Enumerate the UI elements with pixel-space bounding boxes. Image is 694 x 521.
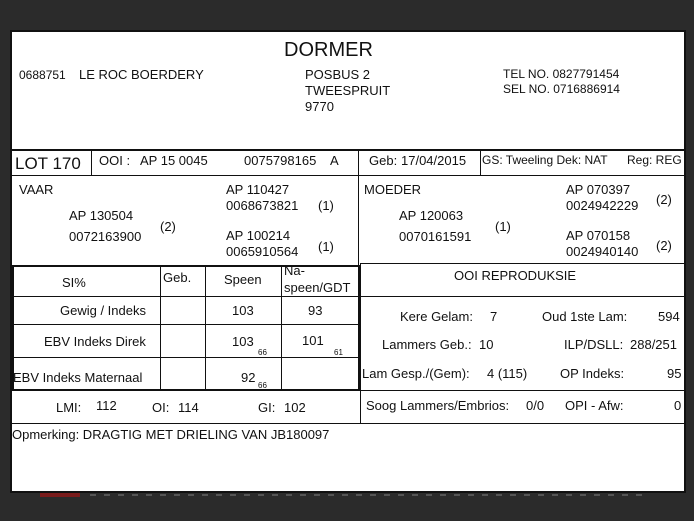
naspeen-value: 93 [308,303,323,318]
kere-gelam-label: Kere Gelam: [400,309,473,324]
dam-dam-id: AP 070158 [566,228,631,243]
oi-value: 114 [178,400,199,415]
divider [360,296,684,297]
sire-dam-grade: (1) [318,239,334,254]
oi-label: OI: [152,400,170,415]
dam-number: 0070161591 [399,229,472,244]
naspeen-header-1: Na- [284,263,305,278]
dam-sire-id: AP 070397 [566,182,631,197]
divider [480,151,481,175]
row-label: EBV Indeks Maternaal [13,370,143,385]
naspeen-value: 101 [302,333,324,348]
lot-card [10,30,686,493]
sire-grade: (2) [160,219,176,234]
speen-value: 103 [232,303,254,318]
divider [12,357,360,358]
ooi-grade: A [330,153,339,168]
red-mark [40,493,80,497]
dotted-strip [90,494,650,496]
row-label: Gewig / Indeks [60,303,146,318]
divider [281,265,282,389]
lmi-value: 112 [96,398,117,413]
speen-subscript: 66 [258,348,267,357]
dam-id: AP 120063 [399,208,464,223]
lam-gesp-label: Lam Gesp./(Gem): [362,366,470,381]
ooi-label: OOI : [99,153,131,168]
gi-value: 102 [284,400,306,415]
geb-date: 17/04/2015 [401,153,467,168]
geb-label: Geb: [369,153,398,168]
divider [12,324,360,325]
soog-label: Soog Lammers/Embrios: [366,398,510,413]
speen-value: 92 [241,370,256,385]
gs-info: GS: Tweeling Dek: NAT [482,153,608,167]
tel-number: TEL NO. 0827791454 [503,67,620,81]
lam-gesp-value: 4 (115) [487,366,528,381]
sire-dam-id: AP 100214 [226,228,291,243]
naspeen-header-2: speen/GDT [284,280,351,295]
sire-number: 0072163900 [69,229,142,244]
farm-name: LE ROC BOERDERY [79,67,204,82]
opi-label: OPI - Afw: [565,398,624,413]
geb-header: Geb. [163,270,192,285]
divider [12,389,360,391]
divider [160,265,161,389]
lammers-geb-label: Lammers Geb.: [382,337,472,352]
dam-dam-grade: (2) [656,238,672,253]
oud-label: Oud 1ste Lam: [542,309,628,324]
address-line-3: 9770 [305,99,334,114]
remarks: Opmerking: DRAGTIG MET DRIELING VAN JB180097 [12,427,330,442]
divider [360,263,684,264]
op-value: 95 [667,366,682,381]
speen-value: 103 [232,334,254,349]
kere-gelam-value: 7 [490,309,498,324]
address-line-1: POSBUS 2 [305,67,371,82]
sel-number: SEL NO. 0716886914 [503,82,620,96]
reg-status: Reg: REG [627,153,682,167]
dam-sire-number: 0024942229 [566,198,639,213]
ooi-id: AP 15 0045 [140,153,208,168]
sire-sire-id: AP 110427 [226,182,290,197]
divider [358,175,359,265]
divider [91,151,92,175]
sire-sire-grade: (1) [318,198,334,213]
vaar-label: VAAR [19,182,54,197]
si-header: SI% [62,275,86,290]
dam-grade: (1) [495,219,511,234]
speen-subscript: 66 [258,381,267,390]
gi-label: GI: [258,400,276,415]
dam-dam-number: 0024940140 [566,244,639,259]
sire-sire-number: 0068673821 [226,198,299,213]
ooi-number: 0075798165 [244,153,317,168]
reproduction-title: OOI REPRODUKSIE [454,268,577,283]
opi-value: 0 [674,398,682,413]
soog-value: 0/0 [526,398,545,413]
address-line-2: TWEESPRUIT [305,83,391,98]
ilp-value: 288/251 [630,337,677,352]
row-label: EBV Indeks Direk [44,334,146,349]
divider [360,390,684,391]
oud-value: 594 [658,309,680,324]
divider [12,265,360,267]
moeder-label: MOEDER [364,182,422,197]
dam-sire-grade: (2) [656,192,672,207]
lot-number: LOT 170 [15,154,81,173]
farm-code: 0688751 [19,68,66,82]
divider [12,149,684,151]
divider [358,151,359,175]
sire-dam-number: 0065910564 [226,244,299,259]
divider [205,265,206,389]
sire-id: AP 130504 [69,208,134,223]
ilp-label: ILP/DSLL: [564,337,624,352]
card-title: DORMER [284,39,373,61]
divider [12,423,684,424]
divider [12,296,360,297]
divider [360,263,361,423]
divider [12,175,684,176]
naspeen-subscript: 61 [334,348,343,357]
top-dark-band [0,0,694,28]
op-label: OP Indeks: [560,366,625,381]
lammers-geb-value: 10 [479,337,494,352]
bottom-dark-band [0,493,694,521]
speen-header: Speen [224,272,262,287]
lmi-label: LMI: [56,400,82,415]
